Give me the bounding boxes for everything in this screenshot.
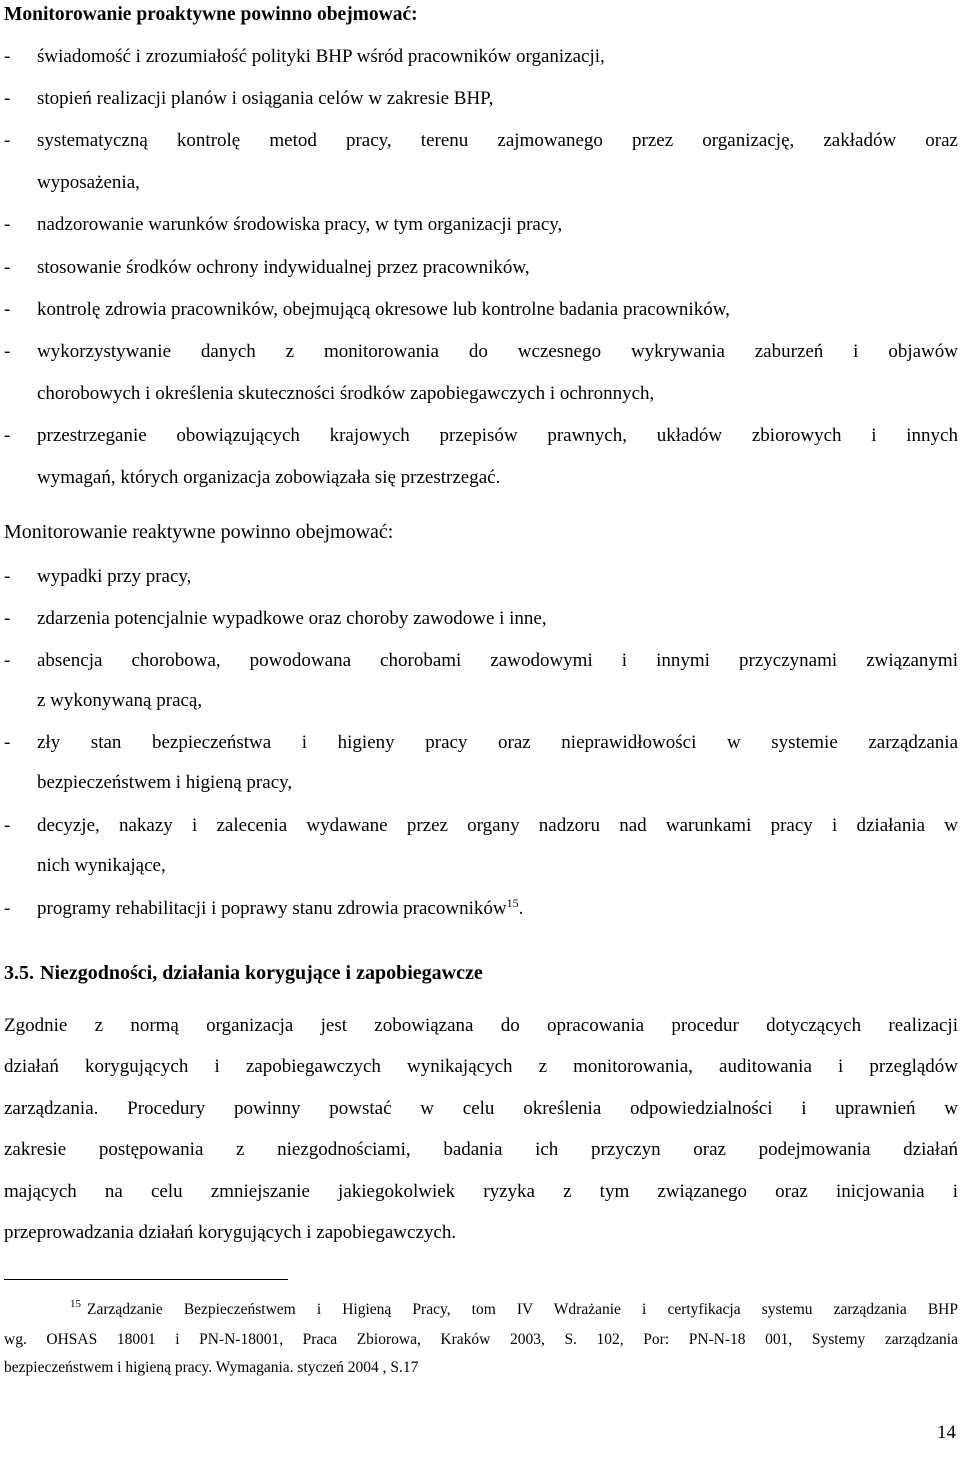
list-item [4, 815, 958, 837]
paragraph-line: mających na celu zmniejszanie jakiegokolwiek ryzyka z tym związanego oraz inicjowania i [4, 1181, 958, 1202]
list-item-text: absencja chorobowa, powodowana chorobami zawodowymi i innymi przyczynami związanymi [37, 650, 958, 671]
list-dash: - [4, 815, 11, 836]
list-item-text: świadomość i zrozumiałość polityki BHP wśród pracowników organizacji, [37, 46, 605, 67]
list-item-continuation: z wykonywaną pracą, [37, 690, 203, 711]
paragraph-line: przeprowadzania działań korygujących i zapobiegawczych. [4, 1222, 457, 1243]
list-dash: - [4, 732, 11, 753]
list-item [4, 130, 958, 152]
list-item-text: zły stan bezpieczeństwa i higieny pracy oraz nieprawidłowości w systemie zarządzania [37, 732, 958, 753]
list-item-text: stosowanie środków ochrony indywidualnej przez pracowników, [37, 257, 530, 278]
paragraph-line: zakresie postępowania z niezgodnościami, badania ich przyczyn oraz podejmowania działań [4, 1139, 958, 1160]
list-dash: - [4, 608, 11, 629]
section-heading [4, 962, 483, 985]
list-item [4, 425, 958, 447]
footnote-text: Zarządzanie Bezpieczeństwem i Higieną Pracy, tom IV Wdrażanie i certyfikacja systemu zarządzania BHP [87, 1301, 958, 1318]
list-item [4, 46, 958, 68]
list-item-text: wypadki przy pracy, [37, 566, 192, 587]
list-item [4, 214, 958, 236]
list-item [4, 608, 958, 630]
list-dash: - [4, 214, 11, 235]
list-item [4, 566, 958, 588]
list-item-text: systematyczną kontrolę metod pracy, terenu zajmowanego przez organizację, zakładów oraz [37, 130, 958, 151]
footnote-marker: 15 [70, 1298, 81, 1310]
list-item-text: stopień realizacji planów i osiągania celów w zakresie BHP, [37, 88, 494, 109]
footnote-line: bezpieczeństwem i higieną pracy. Wymagania. styczeń 2004 , S.17 [4, 1359, 419, 1376]
list-item [4, 732, 958, 754]
list-item [4, 650, 958, 672]
list-item-continuation: wyposażenia, [37, 172, 140, 193]
reactive-heading: Monitorowanie reaktywne powinno obejmować: [4, 521, 394, 543]
list-item [4, 898, 958, 920]
list-item-text: nadzorowanie warunków środowiska pracy, w tym organizacji pracy, [37, 214, 563, 235]
list-item-text: kontrolę zdrowia pracowników, obejmującą okresowe lub kontrolne badania pracowników, [37, 299, 730, 320]
paragraph-line: działań korygujących i zapobiegawczych wynikających z monitorowania, auditowania i przeglądów [4, 1056, 958, 1077]
section-number: 3.5. [4, 962, 34, 984]
list-item-text: programy rehabilitacji i poprawy stanu zdrowia pracowników [37, 898, 507, 919]
list-item-continuation: nich wynikające, [37, 855, 166, 876]
list-item [4, 88, 958, 110]
list-dash: - [4, 341, 11, 362]
footnote-line: wg. OHSAS 18001 i PN-N-18001, Praca Zbiorowa, Kraków 2003, S. 102, Por: PN-N-18 001, Systemy zarządzania [4, 1331, 958, 1348]
page-number: 14 [937, 1422, 956, 1443]
proactive-heading: Monitorowanie proaktywne powinno obejmować: [4, 4, 418, 25]
list-item-continuation: wymagań, których organizacja zobowiązała się przestrzegać. [37, 467, 501, 488]
footnote-reference[interactable]: 15 [506, 896, 519, 910]
footnote-line [70, 1300, 958, 1320]
list-item [4, 299, 958, 321]
footnote-separator [4, 1279, 288, 1280]
list-dash: - [4, 425, 11, 446]
list-item [4, 341, 958, 363]
list-item-text: decyzje, nakazy i zalecenia wydawane przez organy nadzoru nad warunkami pracy i działania w [37, 815, 958, 836]
list-item-continuation: chorobowych i określenia skuteczności środków zapobiegawczych i ochronnych, [37, 383, 655, 404]
list-item-text: przestrzeganie obowiązujących krajowych przepisów prawnych, układów zbiorowych i innych [37, 425, 958, 446]
section-title: Niezgodności, działania korygujące i zapobiegawcze [40, 962, 483, 984]
list-item-text: zdarzenia potencjalnie wypadkowe oraz choroby zawodowe i inne, [37, 608, 547, 629]
list-dash: - [4, 257, 11, 278]
list-item-continuation: bezpieczeństwem i higieną pracy, [37, 772, 293, 793]
list-dash: - [4, 299, 11, 320]
list-dash: - [4, 650, 11, 671]
list-dash: - [4, 566, 11, 587]
paragraph-line: zarządzania. Procedury powinny powstać w celu określenia odpowiedzialności i uprawnień w [4, 1098, 958, 1119]
list-dash: - [4, 898, 11, 919]
list-dash: - [4, 130, 11, 151]
list-dash: - [4, 88, 11, 109]
list-item [4, 257, 958, 279]
list-dash: - [4, 46, 11, 67]
paragraph-line: Zgodnie z normą organizacja jest zobowiązana do opracowania procedur dotyczących realizacji [4, 1015, 958, 1036]
list-item-text: wykorzystywanie danych z monitorowania do wczesnego wykrywania zaburzeń i objawów [37, 341, 958, 362]
list-item-tail: . [518, 898, 524, 919]
